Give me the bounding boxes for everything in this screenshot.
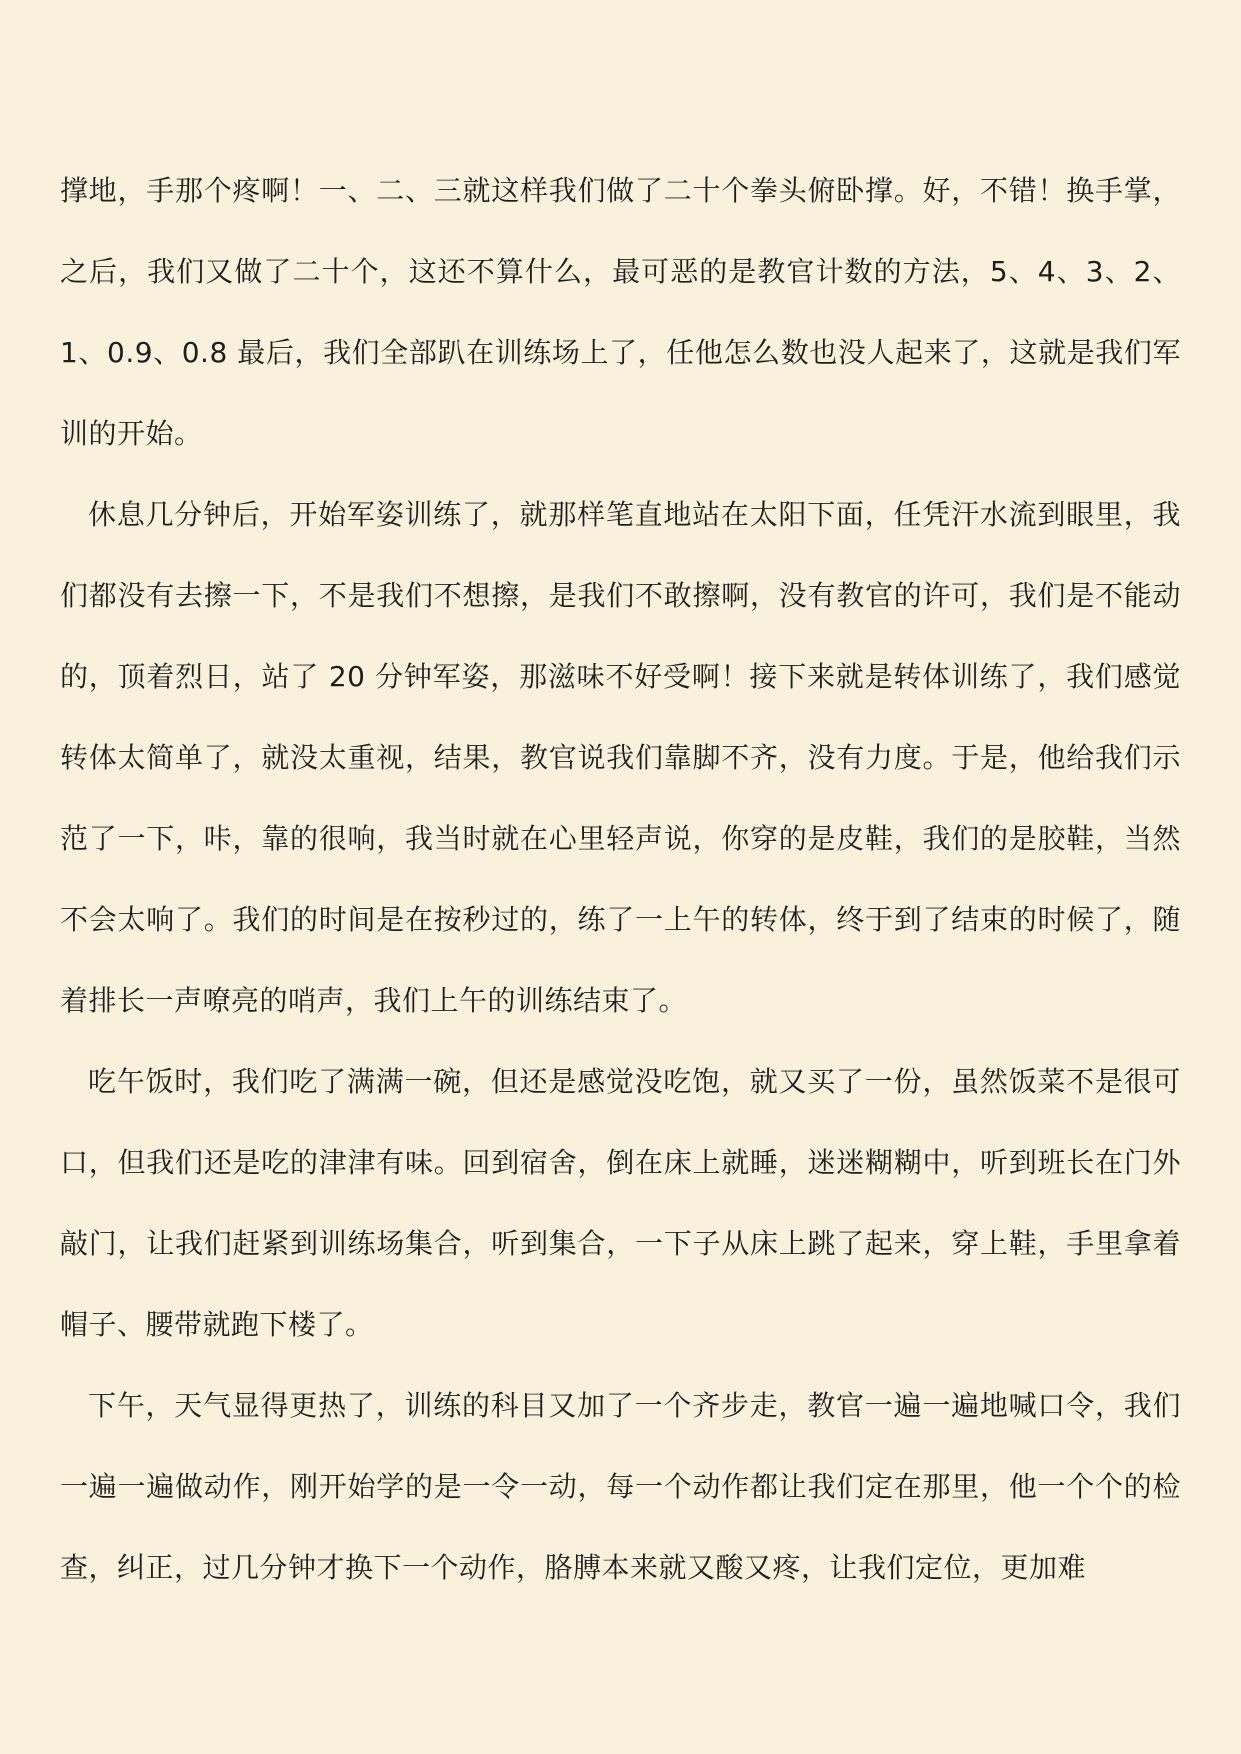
- paragraph-2: 休息几分钟后，开始军姿训练了，就那样笔直地站在太阳下面，任凭汗水流到眼里，我们都没有去擦一下，不是我们不想擦，是我们不敢擦啊，没有教官的许可，我们是不能动的，顶着烈日，站了 20 分钟军姿，那滋味不好受啊！接下来就是转体训练了，我们感觉转体太简单了，就没太重视，结果，教官说我们靠脚不齐，没有力度。于是，他给我们示范了一下，咔，靠的很响，我当时就在心里轻声说，你穿的是皮鞋，我们的是胶鞋，当然不会太响了。我们的时间是在按秒过的，练了一上午的转体，终于到了结束的时候了，随着排长一声嘹亮的哨声，我们上午的训练结束了。: [60, 498, 1181, 1017]
- paragraph-1: 撑地，手那个疼啊！一、二、三就这样我们做了二十个拳头俯卧撑。好，不错！换手掌，之后，我们又做了二十个，这还不算什么，最可恶的是教官计数的方法，5、4、3、2、1、0.9、0.8 最后，我们全部趴在训练场上了，任他怎么数也没人起来了，这就是我们军训的开始。: [60, 174, 1181, 450]
- paragraph-3: 吃午饭时，我们吃了满满一碗，但还是感觉没吃饱，就又买了一份，虽然饭菜不是很可口，但我们还是吃的津津有味。回到宿舍，倒在床上就睡，迷迷糊糊中，听到班长在门外敲门，让我们赶紧到训练场集合，听到集合，一下子从床上跳了起来，穿上鞋，手里拿着帽子、腰带就跑下楼了。: [60, 1065, 1181, 1341]
- document-page: [60, 150, 1181, 1608]
- paragraph-4: 下午，天气显得更热了，训练的科目又加了一个齐步走，教官一遍一遍地喊口令，我们一遍一遍做动作，刚开始学的是一令一动，每一个动作都让我们定在那里，他一个个的检查，纠正，过几分钟才换下一个动作，胳膊本来就又酸又疼，让我们定位，更加难: [60, 1389, 1181, 1584]
